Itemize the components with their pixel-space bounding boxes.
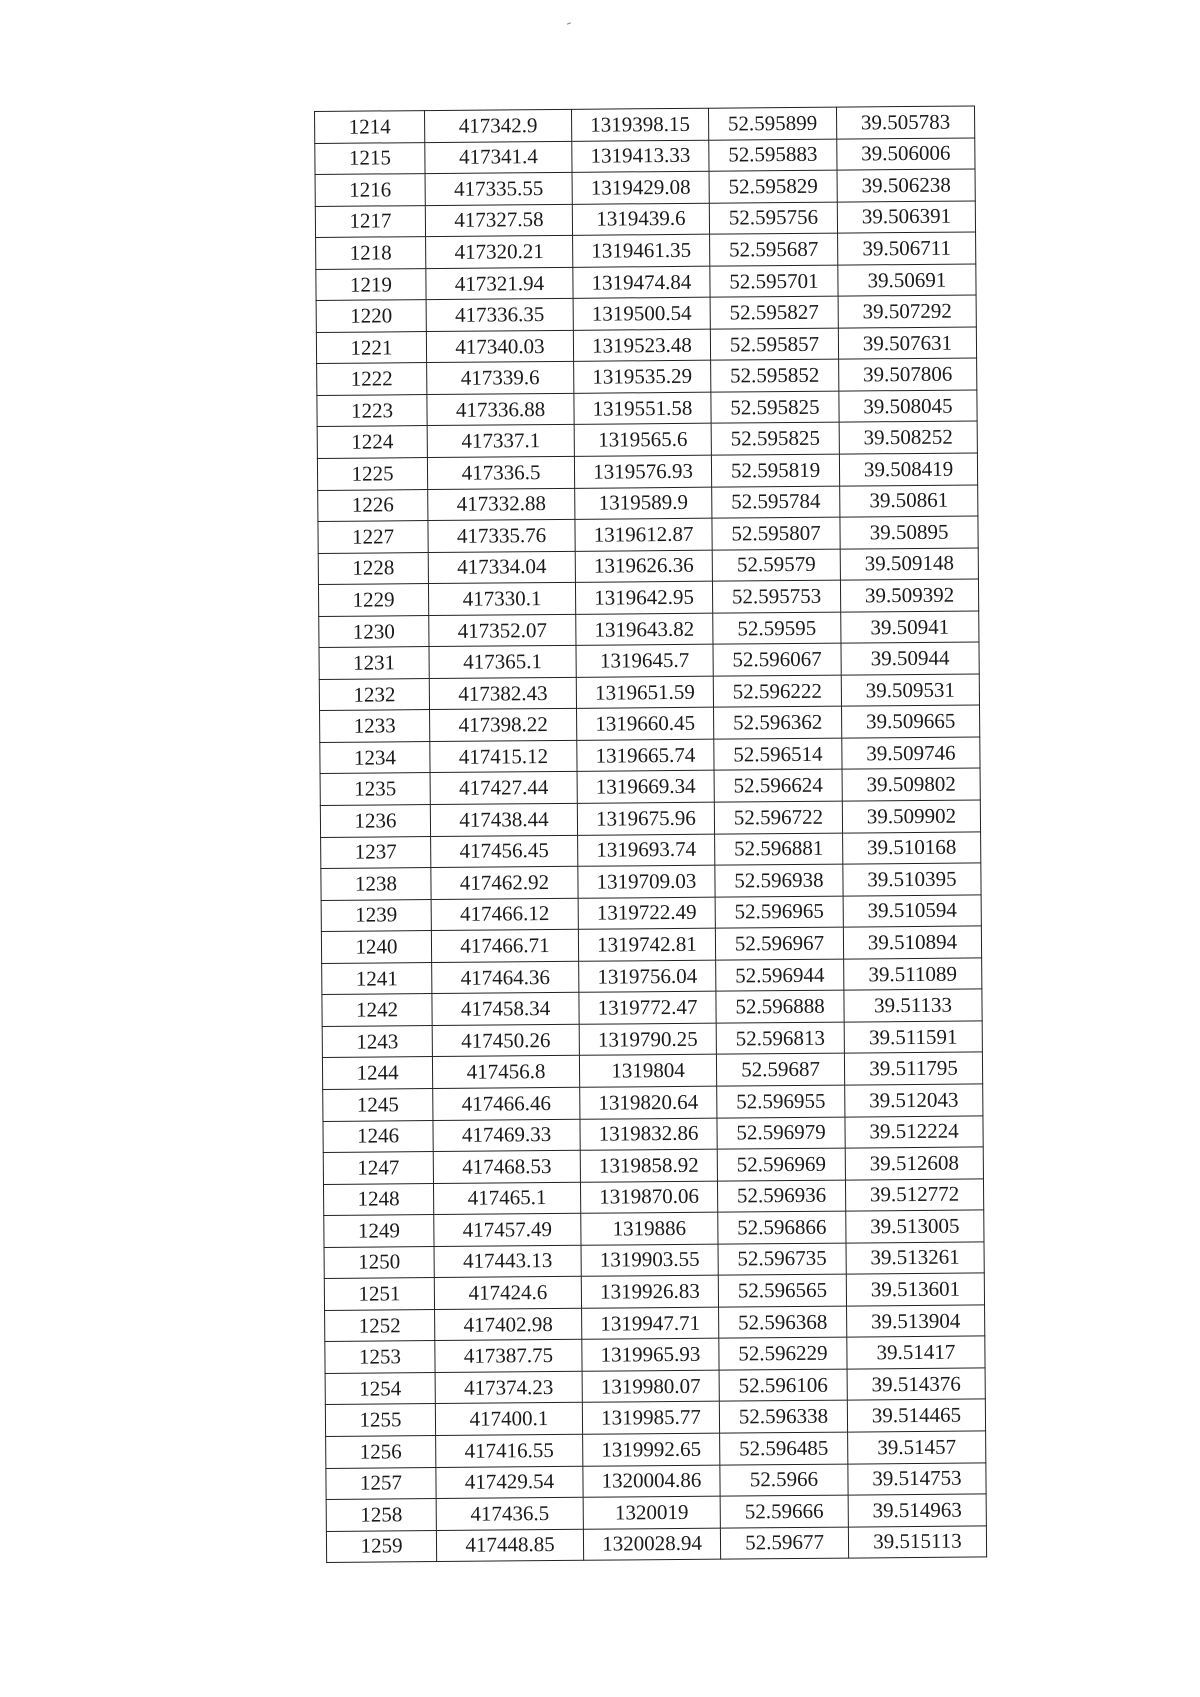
latitude-cell: 52.596967 bbox=[715, 927, 843, 960]
point-number-cell: 1233 bbox=[320, 710, 430, 742]
point-number-cell: 1250 bbox=[324, 1246, 434, 1278]
y-coordinate-cell: 1319804 bbox=[579, 1055, 716, 1088]
longitude-cell: 39.506006 bbox=[837, 138, 975, 171]
latitude-cell: 52.595883 bbox=[709, 139, 837, 172]
point-number-cell: 1235 bbox=[320, 773, 430, 805]
x-coordinate-cell: 417438.44 bbox=[430, 803, 577, 836]
point-number-cell: 1217 bbox=[315, 205, 425, 237]
latitude-cell: 52.596485 bbox=[720, 1432, 848, 1465]
latitude-cell: 52.596106 bbox=[719, 1369, 847, 1402]
y-coordinate-cell: 1319500.54 bbox=[573, 297, 710, 330]
x-coordinate-cell: 417400.1 bbox=[435, 1403, 582, 1436]
y-coordinate-cell: 1319832.86 bbox=[580, 1118, 717, 1151]
y-coordinate-cell: 1320004.86 bbox=[583, 1465, 720, 1498]
longitude-cell: 39.513261 bbox=[846, 1242, 984, 1275]
latitude-cell: 52.596938 bbox=[715, 864, 843, 897]
longitude-cell: 39.510594 bbox=[843, 895, 981, 928]
latitude-cell: 52.595857 bbox=[710, 328, 838, 361]
latitude-cell: 52.59677 bbox=[720, 1527, 848, 1560]
point-number-cell: 1220 bbox=[316, 300, 426, 332]
point-number-cell: 1242 bbox=[322, 994, 432, 1026]
longitude-cell: 39.50861 bbox=[840, 485, 978, 518]
point-number-cell: 1252 bbox=[325, 1309, 435, 1341]
point-number-cell: 1234 bbox=[320, 741, 430, 773]
point-number-cell: 1215 bbox=[315, 142, 425, 174]
point-number-cell: 1231 bbox=[319, 647, 429, 679]
longitude-cell: 39.511795 bbox=[844, 1052, 982, 1085]
point-number-cell: 1243 bbox=[322, 1025, 432, 1057]
longitude-cell: 39.509392 bbox=[840, 579, 978, 612]
x-coordinate-cell: 417402.98 bbox=[435, 1308, 582, 1341]
y-coordinate-cell: 1319790.25 bbox=[579, 1023, 716, 1056]
point-number-cell: 1228 bbox=[318, 552, 428, 584]
point-number-cell: 1221 bbox=[316, 331, 426, 363]
y-coordinate-cell: 1319669.34 bbox=[577, 771, 714, 804]
point-number-cell: 1254 bbox=[325, 1372, 435, 1404]
longitude-cell: 39.51457 bbox=[848, 1431, 986, 1464]
x-coordinate-cell: 417416.55 bbox=[436, 1434, 583, 1467]
y-coordinate-cell: 1319947.71 bbox=[582, 1307, 719, 1340]
point-number-cell: 1257 bbox=[326, 1467, 436, 1499]
x-coordinate-cell: 417330.1 bbox=[428, 583, 575, 616]
latitude-cell: 52.596362 bbox=[714, 706, 842, 739]
coordinates-table bbox=[314, 105, 987, 1563]
latitude-cell: 52.59579 bbox=[712, 549, 840, 582]
latitude-cell: 52.595753 bbox=[712, 580, 840, 613]
longitude-cell: 39.509902 bbox=[842, 800, 980, 833]
longitude-cell: 39.514376 bbox=[847, 1368, 985, 1401]
longitude-cell: 39.508045 bbox=[839, 390, 977, 423]
y-coordinate-cell: 1319643.82 bbox=[576, 613, 713, 646]
point-number-cell: 1253 bbox=[325, 1341, 435, 1373]
point-number-cell: 1227 bbox=[318, 521, 428, 553]
x-coordinate-cell: 417352.07 bbox=[429, 614, 576, 647]
point-number-cell: 1246 bbox=[323, 1120, 433, 1152]
latitude-cell: 52.596565 bbox=[718, 1274, 846, 1307]
latitude-cell: 52.596888 bbox=[716, 990, 844, 1023]
latitude-cell: 52.59687 bbox=[716, 1053, 844, 1086]
y-coordinate-cell: 1319576.93 bbox=[574, 455, 711, 488]
point-number-cell: 1255 bbox=[325, 1404, 435, 1436]
latitude-cell: 52.596936 bbox=[717, 1180, 845, 1213]
latitude-cell: 52.595825 bbox=[711, 423, 839, 456]
longitude-cell: 39.509802 bbox=[842, 768, 980, 801]
x-coordinate-cell: 417336.5 bbox=[427, 456, 574, 489]
y-coordinate-cell: 1319985.77 bbox=[582, 1402, 719, 1435]
longitude-cell: 39.509746 bbox=[842, 737, 980, 770]
point-number-cell: 1240 bbox=[321, 931, 431, 963]
longitude-cell: 39.506711 bbox=[838, 232, 976, 265]
longitude-cell: 39.513601 bbox=[846, 1273, 984, 1306]
longitude-cell: 39.51417 bbox=[847, 1336, 985, 1369]
longitude-cell: 39.507631 bbox=[838, 327, 976, 360]
point-number-cell: 1218 bbox=[316, 237, 426, 269]
y-coordinate-cell: 1319565.6 bbox=[574, 424, 711, 457]
point-number-cell: 1214 bbox=[315, 111, 425, 143]
point-number-cell: 1223 bbox=[317, 394, 427, 426]
x-coordinate-cell: 417462.92 bbox=[431, 866, 578, 899]
y-coordinate-cell: 1319903.55 bbox=[581, 1244, 718, 1277]
longitude-cell: 39.510168 bbox=[843, 832, 981, 865]
x-coordinate-cell: 417466.12 bbox=[431, 898, 578, 931]
latitude-cell: 52.596722 bbox=[714, 801, 842, 834]
y-coordinate-cell: 1319886 bbox=[581, 1212, 718, 1245]
x-coordinate-cell: 417342.9 bbox=[425, 109, 572, 142]
latitude-cell: 52.596965 bbox=[715, 896, 843, 929]
point-number-cell: 1258 bbox=[326, 1499, 436, 1531]
longitude-cell: 39.510395 bbox=[843, 863, 981, 896]
longitude-cell: 39.50944 bbox=[841, 642, 979, 675]
point-number-cell: 1236 bbox=[320, 805, 430, 837]
x-coordinate-cell: 417436.5 bbox=[436, 1497, 583, 1530]
y-coordinate-cell: 1319645.7 bbox=[576, 644, 713, 677]
point-number-cell: 1222 bbox=[317, 363, 427, 395]
latitude-cell: 52.596866 bbox=[718, 1211, 846, 1244]
longitude-cell: 39.508252 bbox=[839, 421, 977, 454]
latitude-cell: 52.595687 bbox=[710, 233, 838, 266]
y-coordinate-cell: 1319965.93 bbox=[582, 1338, 719, 1371]
point-number-cell: 1238 bbox=[321, 868, 431, 900]
latitude-cell: 52.596222 bbox=[713, 675, 841, 708]
x-coordinate-cell: 417398.22 bbox=[430, 709, 577, 742]
y-coordinate-cell: 1319413.33 bbox=[572, 140, 709, 173]
point-number-cell: 1229 bbox=[318, 584, 428, 616]
x-coordinate-cell: 417429.54 bbox=[436, 1466, 583, 1499]
x-coordinate-cell: 417456.45 bbox=[431, 835, 578, 868]
longitude-cell: 39.509665 bbox=[842, 705, 980, 738]
point-number-cell: 1244 bbox=[322, 1057, 432, 1089]
longitude-cell: 39.507292 bbox=[838, 295, 976, 328]
x-coordinate-cell: 417337.1 bbox=[427, 425, 574, 458]
point-number-cell: 1251 bbox=[324, 1278, 434, 1310]
point-number-cell: 1247 bbox=[323, 1152, 433, 1184]
y-coordinate-cell: 1319439.6 bbox=[572, 203, 709, 236]
latitude-cell: 52.595899 bbox=[708, 107, 836, 140]
x-coordinate-cell: 417387.75 bbox=[435, 1340, 582, 1373]
y-coordinate-cell: 1319980.07 bbox=[582, 1370, 719, 1403]
y-coordinate-cell: 1319660.45 bbox=[577, 708, 714, 741]
y-coordinate-cell: 1320028.94 bbox=[583, 1528, 720, 1561]
y-coordinate-cell: 1319429.08 bbox=[572, 171, 709, 204]
latitude-cell: 52.596813 bbox=[716, 1022, 844, 1055]
latitude-cell: 52.595701 bbox=[710, 265, 838, 298]
x-coordinate-cell: 417443.13 bbox=[434, 1245, 581, 1278]
latitude-cell: 52.59666 bbox=[720, 1495, 848, 1528]
latitude-cell: 52.5966 bbox=[720, 1464, 848, 1497]
latitude-cell: 52.595852 bbox=[711, 359, 839, 392]
y-coordinate-cell: 1319398.15 bbox=[571, 108, 708, 141]
longitude-cell: 39.513904 bbox=[847, 1305, 985, 1338]
x-coordinate-cell: 417466.46 bbox=[433, 1087, 580, 1120]
x-coordinate-cell: 417365.1 bbox=[429, 646, 576, 679]
x-coordinate-cell: 417465.1 bbox=[433, 1182, 580, 1215]
point-number-cell: 1239 bbox=[321, 899, 431, 931]
point-number-cell: 1225 bbox=[317, 458, 427, 490]
longitude-cell: 39.507806 bbox=[839, 358, 977, 391]
y-coordinate-cell: 1319589.9 bbox=[575, 487, 712, 520]
y-coordinate-cell: 1319870.06 bbox=[580, 1181, 717, 1214]
x-coordinate-cell: 417458.34 bbox=[432, 993, 579, 1026]
y-coordinate-cell: 1319626.36 bbox=[575, 550, 712, 583]
point-number-cell: 1237 bbox=[321, 836, 431, 868]
latitude-cell: 52.596979 bbox=[717, 1117, 845, 1150]
latitude-cell: 52.596514 bbox=[714, 738, 842, 771]
x-coordinate-cell: 417469.33 bbox=[433, 1119, 580, 1152]
y-coordinate-cell: 1319992.65 bbox=[583, 1433, 720, 1466]
latitude-cell: 52.595827 bbox=[710, 296, 838, 329]
x-coordinate-cell: 417335.55 bbox=[425, 172, 572, 205]
point-number-cell: 1249 bbox=[324, 1215, 434, 1247]
x-coordinate-cell: 417320.21 bbox=[426, 236, 573, 269]
latitude-cell: 52.596338 bbox=[719, 1400, 847, 1433]
longitude-cell: 39.512608 bbox=[845, 1147, 983, 1180]
y-coordinate-cell: 1319651.59 bbox=[576, 676, 713, 709]
latitude-cell: 52.595829 bbox=[709, 170, 837, 203]
x-coordinate-cell: 417335.76 bbox=[428, 519, 575, 552]
latitude-cell: 52.596969 bbox=[717, 1148, 845, 1181]
x-coordinate-cell: 417341.4 bbox=[425, 141, 572, 174]
x-coordinate-cell: 417332.88 bbox=[428, 488, 575, 521]
x-coordinate-cell: 417464.36 bbox=[432, 961, 579, 994]
latitude-cell: 52.596067 bbox=[713, 643, 841, 676]
y-coordinate-cell: 1319665.74 bbox=[577, 739, 714, 772]
x-coordinate-cell: 417334.04 bbox=[428, 551, 575, 584]
latitude-cell: 52.596955 bbox=[717, 1085, 845, 1118]
longitude-cell: 39.506391 bbox=[837, 201, 975, 234]
point-number-cell: 1219 bbox=[316, 268, 426, 300]
x-coordinate-cell: 417339.6 bbox=[427, 362, 574, 395]
y-coordinate-cell: 1319742.81 bbox=[578, 928, 715, 961]
point-number-cell: 1248 bbox=[323, 1183, 433, 1215]
latitude-cell: 52.595819 bbox=[711, 454, 839, 487]
longitude-cell: 39.512043 bbox=[845, 1084, 983, 1117]
longitude-cell: 39.514963 bbox=[848, 1494, 986, 1527]
longitude-cell: 39.510894 bbox=[843, 926, 981, 959]
y-coordinate-cell: 1319675.96 bbox=[577, 802, 714, 835]
longitude-cell: 39.515113 bbox=[848, 1526, 986, 1559]
y-coordinate-cell: 1319722.49 bbox=[578, 897, 715, 930]
longitude-cell: 39.512224 bbox=[845, 1115, 983, 1148]
longitude-cell: 39.51133 bbox=[844, 989, 982, 1022]
longitude-cell: 39.50691 bbox=[838, 264, 976, 297]
point-number-cell: 1256 bbox=[326, 1435, 436, 1467]
x-coordinate-cell: 417336.88 bbox=[427, 393, 574, 426]
point-number-cell: 1226 bbox=[318, 489, 428, 521]
scan-speck bbox=[567, 22, 571, 24]
longitude-cell: 39.512772 bbox=[845, 1179, 983, 1212]
x-coordinate-cell: 417468.53 bbox=[433, 1150, 580, 1183]
latitude-cell: 52.59595 bbox=[713, 612, 841, 645]
latitude-cell: 52.595807 bbox=[712, 517, 840, 550]
longitude-cell: 39.509148 bbox=[840, 548, 978, 581]
longitude-cell: 39.505783 bbox=[836, 106, 974, 139]
longitude-cell: 39.514465 bbox=[847, 1399, 985, 1432]
longitude-cell: 39.511089 bbox=[844, 958, 982, 991]
y-coordinate-cell: 1319474.84 bbox=[573, 266, 710, 299]
y-coordinate-cell: 1319926.83 bbox=[581, 1275, 718, 1308]
longitude-cell: 39.514753 bbox=[848, 1462, 986, 1495]
x-coordinate-cell: 417382.43 bbox=[429, 677, 576, 710]
x-coordinate-cell: 417456.8 bbox=[432, 1056, 579, 1089]
table-row bbox=[326, 1526, 986, 1563]
longitude-cell: 39.509531 bbox=[841, 674, 979, 707]
x-coordinate-cell: 417336.35 bbox=[426, 299, 573, 332]
y-coordinate-cell: 1319461.35 bbox=[573, 234, 710, 267]
y-coordinate-cell: 1319756.04 bbox=[579, 960, 716, 993]
latitude-cell: 52.596229 bbox=[719, 1337, 847, 1370]
longitude-cell: 39.511591 bbox=[844, 1021, 982, 1054]
y-coordinate-cell: 1320019 bbox=[583, 1496, 720, 1529]
y-coordinate-cell: 1319523.48 bbox=[573, 329, 710, 362]
latitude-cell: 52.595825 bbox=[711, 391, 839, 424]
latitude-cell: 52.596624 bbox=[714, 770, 842, 803]
point-number-cell: 1259 bbox=[326, 1530, 436, 1562]
latitude-cell: 52.595784 bbox=[712, 486, 840, 519]
y-coordinate-cell: 1319551.58 bbox=[574, 392, 711, 425]
x-coordinate-cell: 417321.94 bbox=[426, 267, 573, 300]
x-coordinate-cell: 417327.58 bbox=[425, 204, 572, 237]
y-coordinate-cell: 1319858.92 bbox=[580, 1149, 717, 1182]
point-number-cell: 1224 bbox=[317, 426, 427, 458]
x-coordinate-cell: 417340.03 bbox=[426, 330, 573, 363]
latitude-cell: 52.596368 bbox=[719, 1306, 847, 1339]
x-coordinate-cell: 417457.49 bbox=[434, 1213, 581, 1246]
y-coordinate-cell: 1319642.95 bbox=[575, 581, 712, 614]
x-coordinate-cell: 417450.26 bbox=[432, 1024, 579, 1057]
x-coordinate-cell: 417415.12 bbox=[430, 740, 577, 773]
point-number-cell: 1230 bbox=[319, 615, 429, 647]
longitude-cell: 39.50895 bbox=[840, 516, 978, 549]
x-coordinate-cell: 417448.85 bbox=[436, 1529, 583, 1562]
point-number-cell: 1232 bbox=[319, 678, 429, 710]
point-number-cell: 1245 bbox=[323, 1088, 433, 1120]
y-coordinate-cell: 1319535.29 bbox=[574, 361, 711, 394]
coordinates-table-container bbox=[314, 105, 986, 1563]
y-coordinate-cell: 1319693.74 bbox=[578, 834, 715, 867]
coordinates-table-body bbox=[315, 106, 987, 1563]
longitude-cell: 39.508419 bbox=[839, 453, 977, 486]
latitude-cell: 52.596881 bbox=[715, 833, 843, 866]
x-coordinate-cell: 417374.23 bbox=[435, 1371, 582, 1404]
latitude-cell: 52.596944 bbox=[716, 959, 844, 992]
latitude-cell: 52.596735 bbox=[718, 1243, 846, 1276]
longitude-cell: 39.513005 bbox=[846, 1210, 984, 1243]
latitude-cell: 52.595756 bbox=[709, 202, 837, 235]
x-coordinate-cell: 417424.6 bbox=[434, 1277, 581, 1310]
longitude-cell: 39.506238 bbox=[837, 169, 975, 202]
point-number-cell: 1241 bbox=[322, 962, 432, 994]
y-coordinate-cell: 1319612.87 bbox=[575, 518, 712, 551]
x-coordinate-cell: 417427.44 bbox=[430, 772, 577, 805]
y-coordinate-cell: 1319709.03 bbox=[578, 865, 715, 898]
x-coordinate-cell: 417466.71 bbox=[431, 930, 578, 963]
longitude-cell: 39.50941 bbox=[841, 611, 979, 644]
point-number-cell: 1216 bbox=[315, 174, 425, 206]
y-coordinate-cell: 1319772.47 bbox=[579, 991, 716, 1024]
y-coordinate-cell: 1319820.64 bbox=[580, 1086, 717, 1119]
